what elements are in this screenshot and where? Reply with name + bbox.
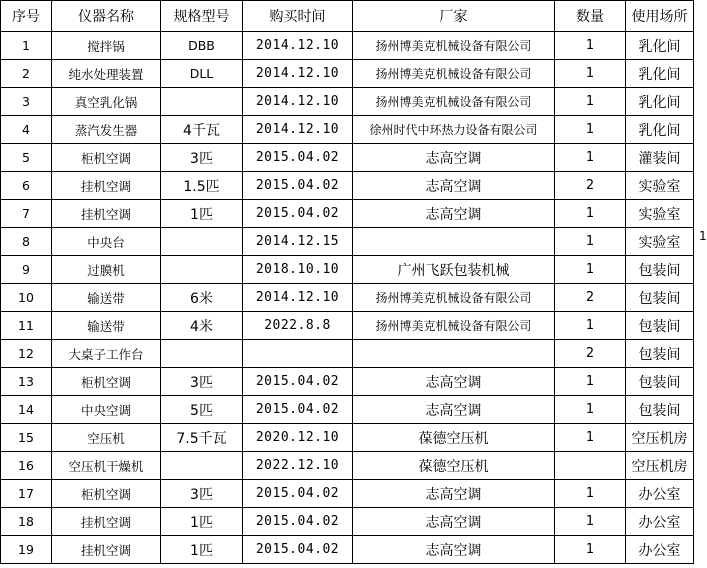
cell-no[interactable]: 12 <box>1 340 52 368</box>
header-cell-maker[interactable]: 厂家 <box>353 1 555 32</box>
cell-qty[interactable]: 1 <box>555 256 626 284</box>
header-cell-no[interactable]: 序号 <box>1 1 52 32</box>
cell-model[interactable]: DBB <box>161 32 243 60</box>
overflow-cell-text[interactable]: 1 <box>699 229 707 243</box>
cell-name[interactable]: 中央空调 <box>52 396 161 424</box>
table-row <box>1 200 694 228</box>
cell-place[interactable]: 包装间 <box>626 256 694 284</box>
cell-maker[interactable]: 志高空调 <box>353 172 555 200</box>
table-row <box>1 228 694 256</box>
cell-no[interactable]: 11 <box>1 312 52 340</box>
cell-no[interactable]: 10 <box>1 284 52 312</box>
cell-model[interactable]: 5匹 <box>161 396 243 424</box>
cell-name[interactable]: 输送带 <box>52 284 161 312</box>
cell-model[interactable]: 1匹 <box>161 200 243 228</box>
cell-qty[interactable]: 1 <box>555 508 626 536</box>
cell-name[interactable]: 纯水处理装置 <box>52 60 161 88</box>
cell-maker[interactable]: 扬州博美克机械设备有限公司 <box>353 60 555 88</box>
cell-date[interactable]: 2014.12.10 <box>243 32 353 60</box>
cell-no[interactable]: 14 <box>1 396 52 424</box>
cell-date[interactable] <box>243 340 353 368</box>
cell-name[interactable]: 挂机空调 <box>52 508 161 536</box>
cell-place[interactable]: 包装间 <box>626 284 694 312</box>
cell-qty[interactable]: 1 <box>555 480 626 508</box>
cell-maker[interactable]: 志高空调 <box>353 396 555 424</box>
cell-place[interactable]: 实验室 <box>626 228 694 256</box>
cell-model[interactable]: 6米 <box>161 284 243 312</box>
cell-model[interactable] <box>161 452 243 480</box>
cell-place[interactable]: 空压机房 <box>626 424 694 452</box>
cell-place[interactable]: 包装间 <box>626 368 694 396</box>
cell-name[interactable]: 大桌子工作台 <box>52 340 161 368</box>
cell-maker[interactable]: 扬州博美克机械设备有限公司 <box>353 312 555 340</box>
cell-no[interactable]: 17 <box>1 480 52 508</box>
cell-date[interactable]: 2015.04.02 <box>243 200 353 228</box>
cell-date[interactable]: 2015.04.02 <box>243 396 353 424</box>
cell-date[interactable]: 2018.10.10 <box>243 256 353 284</box>
cell-no[interactable]: 3 <box>1 88 52 116</box>
cell-model[interactable]: DLL <box>161 60 243 88</box>
header-cell-date[interactable]: 购买时间 <box>243 1 353 32</box>
cell-no[interactable]: 7 <box>1 200 52 228</box>
cell-qty[interactable]: 1 <box>555 368 626 396</box>
cell-model[interactable] <box>161 228 243 256</box>
cell-place[interactable]: 办公室 <box>626 536 694 564</box>
table-row <box>1 368 694 396</box>
cell-qty[interactable]: 1 <box>555 60 626 88</box>
table-row <box>1 340 694 368</box>
table-row <box>1 172 694 200</box>
cell-date[interactable]: 2015.04.02 <box>243 172 353 200</box>
cell-no[interactable]: 4 <box>1 116 52 144</box>
cell-qty[interactable]: 1 <box>555 88 626 116</box>
cell-model[interactable]: 1匹 <box>161 508 243 536</box>
table-row <box>1 536 694 564</box>
cell-no[interactable]: 5 <box>1 144 52 172</box>
cell-no[interactable]: 16 <box>1 452 52 480</box>
cell-name[interactable]: 过膜机 <box>52 256 161 284</box>
cell-name[interactable]: 真空乳化锅 <box>52 88 161 116</box>
cell-place[interactable]: 办公室 <box>626 480 694 508</box>
cell-no[interactable]: 13 <box>1 368 52 396</box>
cell-model[interactable] <box>161 88 243 116</box>
cell-place[interactable]: 乳化间 <box>626 60 694 88</box>
cell-no[interactable]: 18 <box>1 508 52 536</box>
cell-date[interactable]: 2014.12.10 <box>243 60 353 88</box>
table-row <box>1 396 694 424</box>
cell-qty[interactable]: 1 <box>555 396 626 424</box>
cell-date[interactable]: 2020.12.10 <box>243 424 353 452</box>
table-row <box>1 480 694 508</box>
cell-date[interactable]: 2015.04.02 <box>243 368 353 396</box>
cell-maker[interactable]: 志高空调 <box>353 536 555 564</box>
cell-name[interactable]: 挂机空调 <box>52 172 161 200</box>
cell-model[interactable]: 1匹 <box>161 536 243 564</box>
cell-no[interactable]: 1 <box>1 32 52 60</box>
cell-place[interactable]: 空压机房 <box>626 452 694 480</box>
table-row <box>1 32 694 60</box>
cell-qty[interactable]: 1 <box>555 144 626 172</box>
cell-name[interactable]: 搅拌锅 <box>52 32 161 60</box>
cell-model[interactable]: 3匹 <box>161 144 243 172</box>
cell-model[interactable]: 3匹 <box>161 480 243 508</box>
cell-place[interactable]: 包装间 <box>626 396 694 424</box>
cell-model[interactable] <box>161 256 243 284</box>
cell-name[interactable]: 柜机空调 <box>52 480 161 508</box>
cell-maker[interactable] <box>353 340 555 368</box>
cell-name[interactable]: 柜机空调 <box>52 144 161 172</box>
cell-place[interactable]: 实验室 <box>626 172 694 200</box>
cell-qty[interactable]: 1 <box>555 32 626 60</box>
cell-date[interactable]: 2014.12.10 <box>243 116 353 144</box>
cell-date[interactable]: 2014.12.10 <box>243 88 353 116</box>
cell-no[interactable]: 6 <box>1 172 52 200</box>
cell-maker[interactable]: 志高空调 <box>353 508 555 536</box>
table-row <box>1 508 694 536</box>
cell-model[interactable]: 1.5匹 <box>161 172 243 200</box>
table-row <box>1 284 694 312</box>
cell-maker[interactable]: 志高空调 <box>353 480 555 508</box>
cell-place[interactable]: 乳化间 <box>626 116 694 144</box>
cell-date[interactable]: 2015.04.02 <box>243 508 353 536</box>
cell-place[interactable]: 包装间 <box>626 312 694 340</box>
table-row <box>1 144 694 172</box>
cell-name[interactable]: 蒸汽发生器 <box>52 116 161 144</box>
cell-date[interactable]: 2014.12.15 <box>243 228 353 256</box>
cell-maker[interactable]: 志高空调 <box>353 368 555 396</box>
table-row <box>1 256 694 284</box>
cell-model[interactable]: 4米 <box>161 312 243 340</box>
cell-qty[interactable]: 2 <box>555 172 626 200</box>
header-cell-model[interactable]: 规格型号 <box>161 1 243 32</box>
cell-model[interactable]: 3匹 <box>161 368 243 396</box>
cell-maker[interactable] <box>353 228 555 256</box>
cell-place[interactable]: 实验室 <box>626 200 694 228</box>
cell-name[interactable]: 中央台 <box>52 228 161 256</box>
cell-no[interactable]: 19 <box>1 536 52 564</box>
cell-place[interactable]: 灌装间 <box>626 144 694 172</box>
cell-name[interactable]: 挂机空调 <box>52 200 161 228</box>
cell-no[interactable]: 9 <box>1 256 52 284</box>
table-row <box>1 60 694 88</box>
cell-name[interactable]: 柜机空调 <box>52 368 161 396</box>
cell-maker[interactable]: 扬州博美克机械设备有限公司 <box>353 88 555 116</box>
cell-date[interactable]: 2022.8.8 <box>243 312 353 340</box>
cell-name[interactable]: 空压机干燥机 <box>52 452 161 480</box>
cell-qty[interactable]: 1 <box>555 424 626 452</box>
cell-qty[interactable]: 1 <box>555 312 626 340</box>
cell-name[interactable]: 输送带 <box>52 312 161 340</box>
cell-maker[interactable]: 葆德空压机 <box>353 452 555 480</box>
cell-no[interactable]: 2 <box>1 60 52 88</box>
cell-date[interactable]: 2014.12.10 <box>243 284 353 312</box>
cell-model[interactable]: 7.5千瓦 <box>161 424 243 452</box>
cell-qty[interactable]: 1 <box>555 536 626 564</box>
cell-date[interactable]: 2015.04.02 <box>243 480 353 508</box>
cell-qty[interactable]: 1 <box>555 116 626 144</box>
cell-model[interactable] <box>161 340 243 368</box>
header-cell-place[interactable]: 使用场所 <box>626 1 694 32</box>
table-row <box>1 312 694 340</box>
header-cell-name[interactable]: 仪器名称 <box>52 1 161 32</box>
cell-maker[interactable]: 扬州博美克机械设备有限公司 <box>353 284 555 312</box>
cell-maker[interactable]: 扬州博美克机械设备有限公司 <box>353 32 555 60</box>
cell-place[interactable]: 办公室 <box>626 508 694 536</box>
cell-qty[interactable]: 2 <box>555 340 626 368</box>
cell-maker[interactable]: 志高空调 <box>353 200 555 228</box>
cell-maker[interactable]: 葆德空压机 <box>353 424 555 452</box>
cell-place[interactable]: 乳化间 <box>626 32 694 60</box>
table-row <box>1 452 694 480</box>
cell-maker[interactable]: 广州飞跃包装机械 <box>353 256 555 284</box>
cell-qty[interactable]: 1 <box>555 228 626 256</box>
cell-name[interactable]: 空压机 <box>52 424 161 452</box>
cell-no[interactable]: 15 <box>1 424 52 452</box>
cell-maker[interactable]: 志高空调 <box>353 144 555 172</box>
cell-qty[interactable]: 1 <box>555 200 626 228</box>
cell-maker[interactable]: 徐州时代中环热力设备有限公司 <box>353 116 555 144</box>
header-cell-qty[interactable]: 数量 <box>555 1 626 32</box>
cell-place[interactable]: 包装间 <box>626 340 694 368</box>
cell-date[interactable]: 2015.04.02 <box>243 536 353 564</box>
cell-no[interactable]: 8 <box>1 228 52 256</box>
cell-qty[interactable]: 2 <box>555 284 626 312</box>
cell-place[interactable]: 乳化间 <box>626 88 694 116</box>
cell-model[interactable]: 4千瓦 <box>161 116 243 144</box>
table-row <box>1 88 694 116</box>
cell-name[interactable]: 挂机空调 <box>52 536 161 564</box>
table-row <box>1 424 694 452</box>
cell-date[interactable]: 2022.12.10 <box>243 452 353 480</box>
table-row <box>1 116 694 144</box>
header-row <box>1 1 694 32</box>
cell-date[interactable]: 2015.04.02 <box>243 144 353 172</box>
cell-qty[interactable] <box>555 452 626 480</box>
